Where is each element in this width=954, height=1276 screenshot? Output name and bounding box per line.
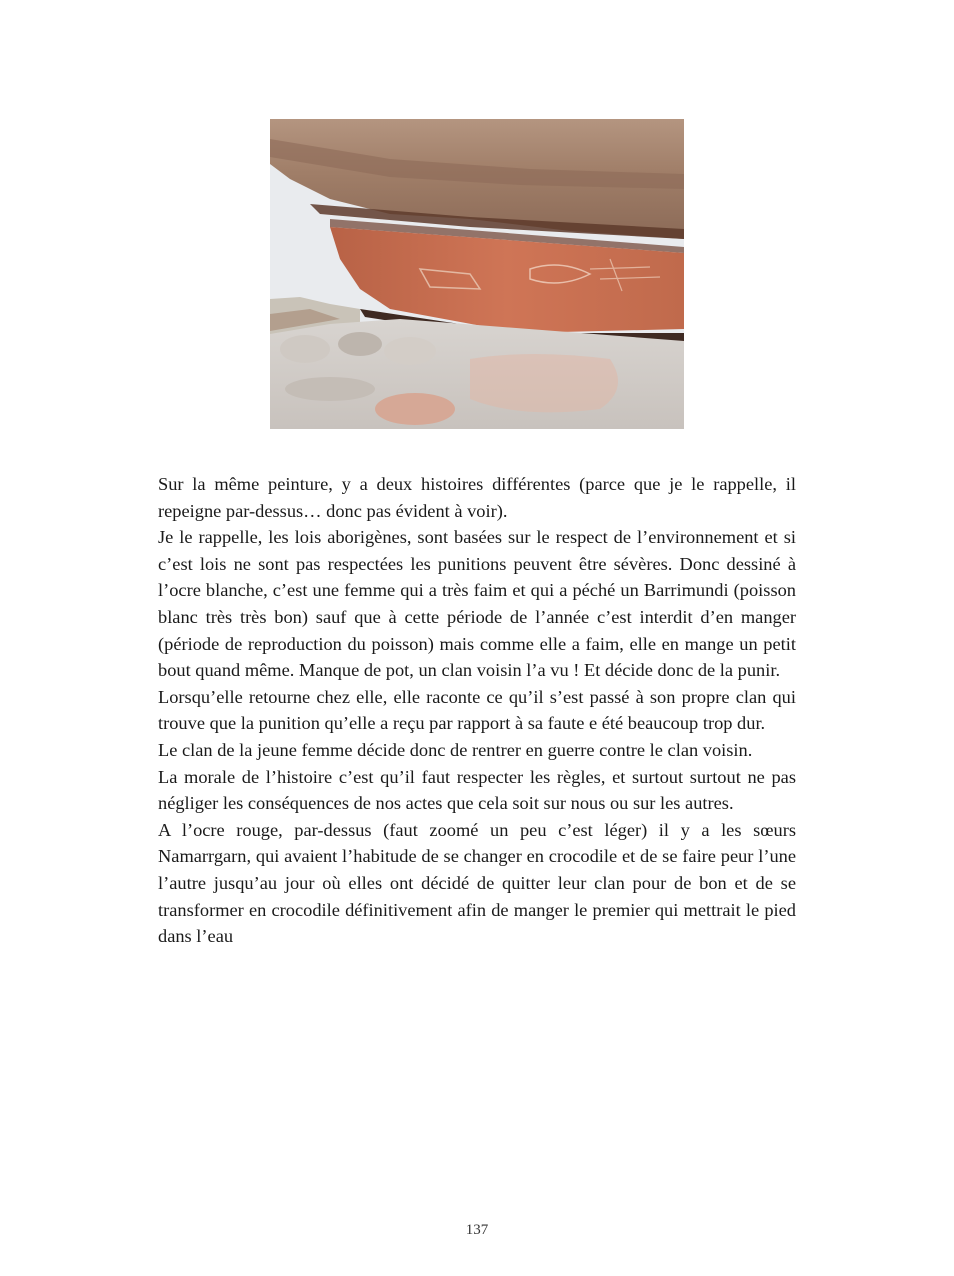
body-text	[158, 471, 796, 950]
paragraph: Sur la même peinture, y a deux histoires différentes (parce que je le rappelle, il repeigne par-dessus… donc pas évident à voir).	[158, 474, 796, 521]
paragraph: La morale de l’histoire c’est qu’il faut respecter les règles, et surtout surtout ne pas négliger les conséquences de nos actes que cela soit sur nous ou sur les autres.	[158, 766, 796, 814]
paragraph: Je le rappelle, les lois aborigènes, sont basées sur le respect de l’environnement et si c’est lois ne sont pas respectées les punitions peuvent être sévères. Donc dessiné à l’ocre blanche, c’est une femme qui a très faim et qui a péché un Barrimundi (poisson blanc très très bon) sauf que à cette période de l’année c’est interdit d’en manger (période de reproduction du poisson) mais comme elle a faim, elle en mange un petit bout quand même. Manque de pot, un clan voisin l’a vu ! Et décide donc de la punir.	[158, 527, 796, 681]
rock-art-illustration	[270, 119, 684, 429]
page-number: 137	[465, 1222, 489, 1238]
paragraph: Le clan de la jeune femme décide donc de rentrer en guerre contre le clan voisin.	[158, 739, 753, 760]
rock-art-photo	[270, 119, 684, 429]
paragraph: Lorsqu’elle retourne chez elle, elle raconte ce qu’il s’est passé à son propre clan qui trouve que la punition qu’elle a reçu par rapport à sa faute e été beaucoup trop dur.	[158, 686, 796, 734]
paragraph: A l’ocre rouge, par-dessus (faut zoomé un peu c’est léger) il y a les sœurs Namarrgarn, qui avaient l’habitude de se changer en crocodile et de se faire peur l’une l’autre jusqu’au jour où elles ont décidé de quitter leur clan pour de bon et de se transformer en crocodile définitivement afin de manger le premier qui mettrait le pied dans l’eau	[158, 819, 796, 947]
